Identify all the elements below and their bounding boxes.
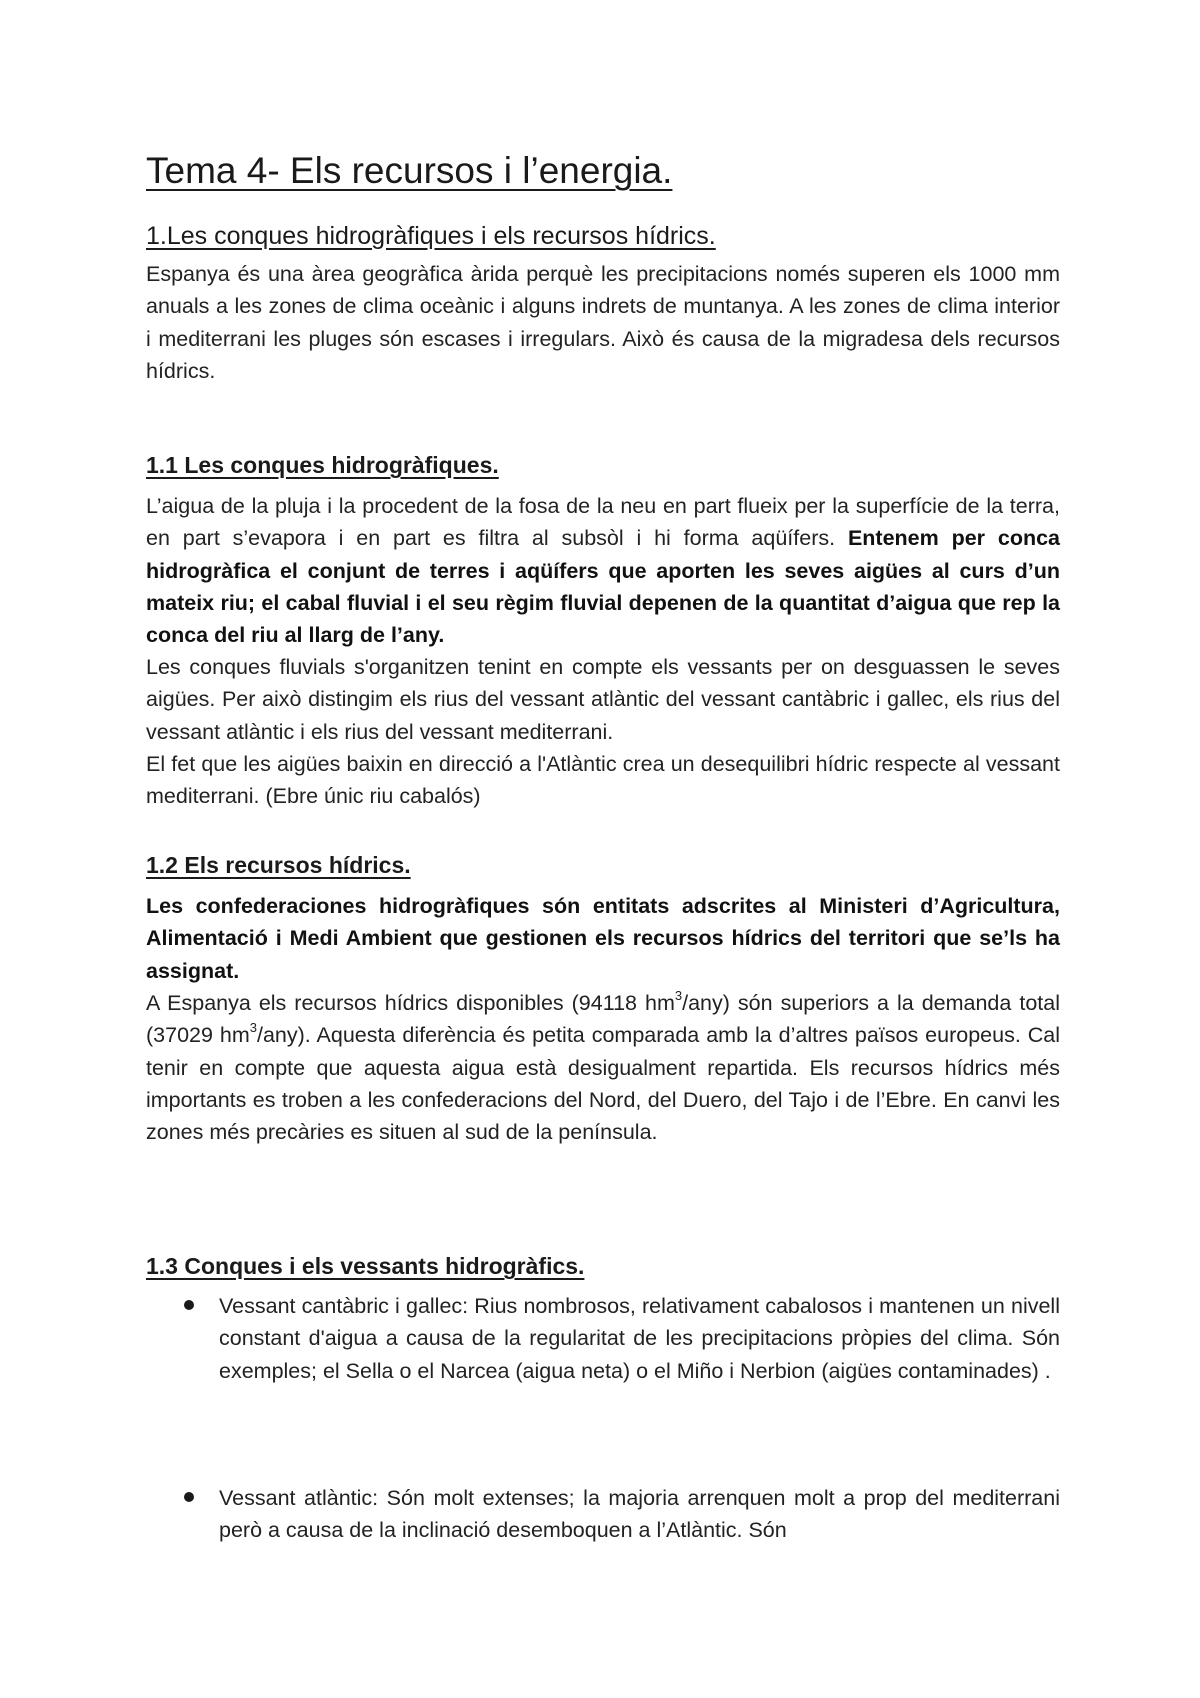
bullet-text: Vessant atlàntic: Són molt extenses; la majoria arrenquen molt a prop del mediterrani però a causa de la inclinació desemboquen a l’Atlàntic. Són xyxy=(219,1486,1060,1543)
section-1-heading: 1.Les conques hidrogràfiques i els recursos hídrics. xyxy=(146,222,716,250)
conca-definition: Entenem per conca hidrogràfica el conjunt de terres i aqüífers que aporten les seves aigües al curs d’un mateix riu; el cabal fluvial i el seu règim fluvial depenen de la quantitat d’aigua que rep la conca del riu al llarg de l’any. xyxy=(146,526,1060,648)
superscript-3: 3 xyxy=(674,987,683,1003)
bullet-icon xyxy=(184,1300,194,1310)
section-1-1-paragraph-1 xyxy=(146,490,1060,651)
confederaciones-definition: Les confederaciones hidrogràfiques són entitats adscrites al Ministeri d’Agricultura, Alimentació i Medi Ambient que gestionen els recursos hídrics del territori que se’ls ha assignat. xyxy=(146,894,1060,983)
bullet-text: Vessant cantàbric i gallec: Rius nombrosos, relativament cabalosos i mantenen un nivell constant d'aigua a causa de la regularitat de les precipitacions pròpies del clima. Són exemples; el Sella o el Narcea (aigua neta) o el Miño i Nerbion (aigües contaminades) . xyxy=(219,1294,1060,1383)
resources-text-a: A Espanya els recursos hídrics disponibles (94118 hm xyxy=(146,991,675,1015)
resources-text-b: /any) són superiors a la demanda total (37029 hm xyxy=(146,991,1060,1048)
superscript-3: 3 xyxy=(249,1020,257,1036)
bullet-icon xyxy=(184,1492,194,1502)
resources-text-c: /any). Aquesta diferència és petita comparada amb la d’altres països europeus. Cal tenir en compte que aquesta aigua està desigualment repartida. Els recursos hídrics més importants es troben a les confederacions del Nord, del Duero, del Tajo i de l’Ebre. En canvi les zones més precàries es situen al sud de la península. xyxy=(146,1023,1060,1145)
section-1-3-heading: 1.3 Conques i els vessants hidrogràfics. xyxy=(146,1253,585,1279)
section-1-1-heading: 1.1 Les conques hidrogràfiques. xyxy=(146,452,499,478)
section-1-2-heading: 1.2 Els recursos hídrics. xyxy=(146,852,411,878)
document-title: Tema 4- Els recursos i l’energia. xyxy=(146,150,673,191)
section-1-1-paragraph-3: El fet que les aigües baixin en direcció a l'Atlàntic crea un desequilibri hídric respecte al vessant mediterrani. (Ebre únic riu cabalós) xyxy=(146,752,1060,809)
section-1-2-paragraph-2 xyxy=(146,987,1060,1148)
section-1-paragraph: Espanya és una àrea geogràfica àrida perquè les precipitacions només superen els 1000 mm anuals a les zones de clima oceànic i alguns indrets de muntanya. A les zones de clima interior i mediterrani les pluges són escases i irregulars. Això és causa de la migradesa dels recursos hídrics. xyxy=(146,262,1060,383)
section-1-1-paragraph-2: Les conques fluvials s'organitzen tenint en compte els vessants per on desguassen le seves aigües. Per això distingim els rius del vessant atlàntic del vessant cantàbric i gallec, els rius del vessant atlàntic i els rius del vessant mediterrani. xyxy=(146,655,1060,744)
section-1-1-text: L’aigua de la pluja i la procedent de la fosa de la neu en part flueix per la superfície de la terra, en part s’evapora i en part es filtra al subsòl i hi forma aqüífers. xyxy=(146,494,1060,551)
